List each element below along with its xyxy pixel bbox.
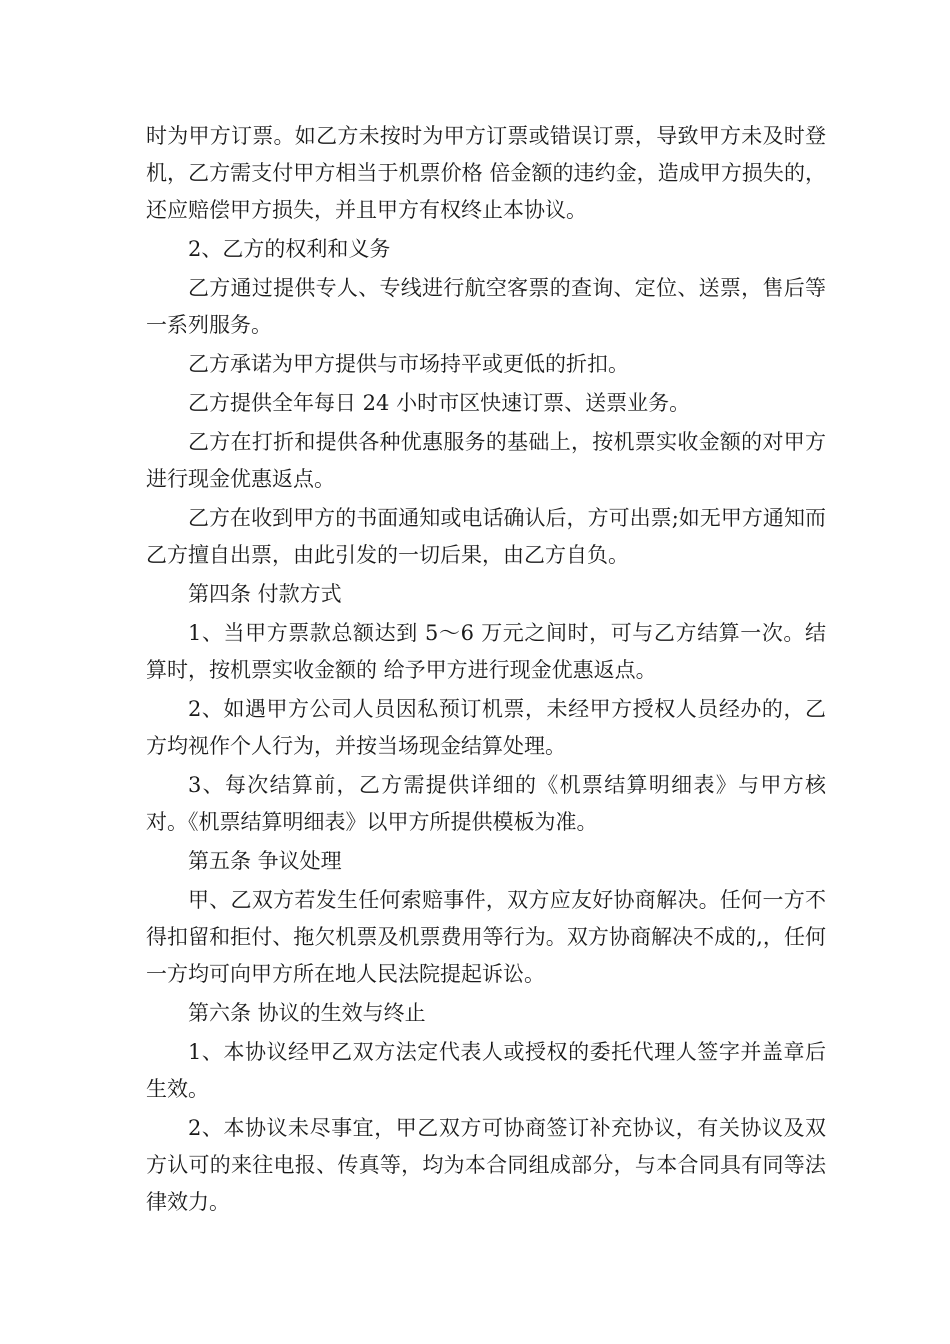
paragraph: 甲、乙双方若发生任何索赔事件，双方应友好协商解决。任何一方不得扣留和拒付、拖欠机票及机票费用等行为。双方协商解决不成的,，任何一方均可向甲方所在地人民法院提起诉讼。 — [146, 888, 826, 986]
section-heading-rights-obligations: 2、乙方的权利和义务 — [188, 237, 391, 261]
document-body — [146, 118, 826, 1221]
article-heading-effect-termination: 第六条 协议的生效与终止 — [188, 1001, 426, 1025]
paragraph: 3、每次结算前，乙方需提供详细的《机票结算明细表》与甲方核对。《机票结算明细表》以甲方所提供模板为准。 — [146, 773, 826, 834]
paragraph: 2、如遇甲方公司人员因私预订机票，未经甲方授权人员经办的，乙方均视作个人行为，并按当场现金结算处理。 — [146, 697, 826, 758]
paragraph: 乙方通过提供专人、专线进行航空客票的查询、定位、送票，售后等一系列服务。 — [146, 276, 826, 337]
paragraph: 1、本协议经甲乙双方法定代表人或授权的委托代理人签字并盖章后生效。 — [146, 1040, 826, 1101]
paragraph-continuation: 时为甲方订票。如乙方未按时为甲方订票或错误订票，导致甲方未及时登机，乙方需支付甲方相当于机票价格 倍金额的违约金，造成甲方损失的，还应赔偿甲方损失，并且甲方有权终止本协议。 — [146, 124, 826, 222]
paragraph: 乙方承诺为甲方提供与市场持平或更低的折扣。 — [188, 352, 629, 376]
paragraph: 乙方在打折和提供各种优惠服务的基础上，按机票实收金额的对甲方进行现金优惠返点。 — [146, 430, 826, 491]
paragraph: 乙方在收到甲方的书面通知或电话确认后，方可出票;如无甲方通知而乙方擅自出票，由此引发的一切后果，由乙方自负。 — [146, 506, 826, 567]
article-heading-dispute: 第五条 争议处理 — [188, 849, 342, 873]
article-heading-payment: 第四条 付款方式 — [188, 582, 342, 606]
paragraph: 2、本协议未尽事宜，甲乙双方可协商签订补充协议，有关协议及双方认可的来往电报、传真等，均为本合同组成部分，与本合同具有同等法律效力。 — [146, 1116, 826, 1214]
paragraph: 1、当甲方票款总额达到 5～6 万元之间时，可与乙方结算一次。结算时，按机票实收金额的 给予甲方进行现金优惠返点。 — [146, 621, 826, 682]
paragraph: 乙方提供全年每日 24 小时市区快速订票、送票业务。 — [188, 391, 691, 415]
